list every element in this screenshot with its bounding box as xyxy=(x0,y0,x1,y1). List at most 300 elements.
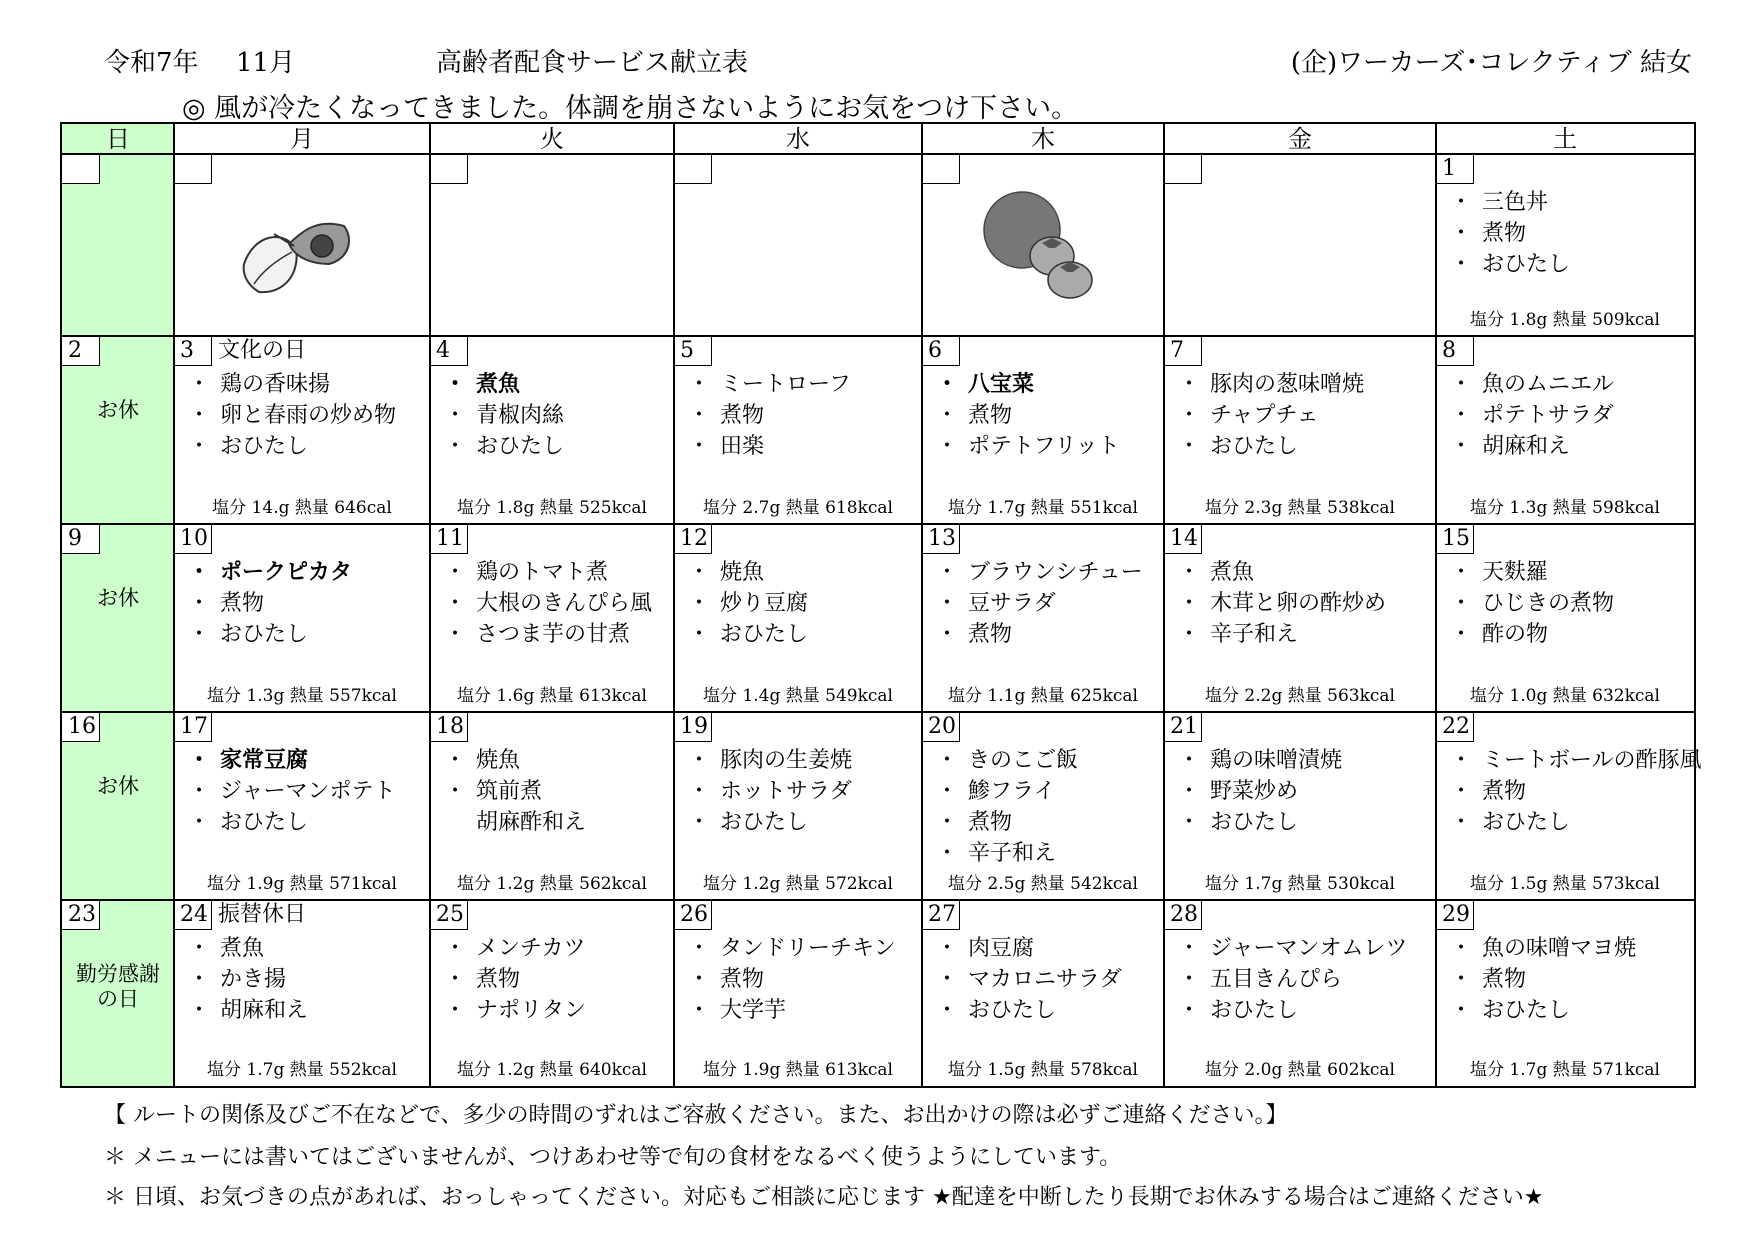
menu-item-text: かき揚 xyxy=(220,967,287,992)
day-number: 12 xyxy=(674,524,712,554)
bullet-icon: ・ xyxy=(444,591,467,616)
bullet-icon: ・ xyxy=(188,622,211,647)
day-number xyxy=(1164,154,1202,184)
day-number: 7 xyxy=(1164,336,1202,366)
day-number: 24 xyxy=(174,900,212,930)
day-number: 27 xyxy=(922,900,960,930)
day-cell xyxy=(674,712,922,900)
bullet-icon: ・ xyxy=(1450,998,1473,1023)
day-number xyxy=(62,154,100,184)
menu-item xyxy=(936,400,1120,431)
menu-item-text: 煮物 xyxy=(1482,779,1527,804)
page-title: 高齢者配食サービス献立表 xyxy=(436,48,749,78)
bullet-icon: ・ xyxy=(688,560,711,585)
menu-item xyxy=(688,745,852,776)
day-number: 25 xyxy=(430,900,468,930)
menu-item xyxy=(1450,218,1570,249)
bullet-icon: ・ xyxy=(936,372,959,397)
nutrition-info: 塩分 1.9g 熱量 613kcal xyxy=(703,1060,893,1080)
menu-item-text: チャプチェ xyxy=(1210,403,1319,428)
bullet-icon: ・ xyxy=(936,622,959,647)
bullet-icon: ・ xyxy=(688,810,711,835)
menu-items xyxy=(188,369,396,462)
menu-item xyxy=(936,995,1122,1026)
day-cell xyxy=(430,154,674,336)
menu-item xyxy=(1450,933,1636,964)
day-cell xyxy=(174,712,430,900)
menu-item xyxy=(188,995,308,1026)
day-cell xyxy=(174,524,430,712)
menu-items xyxy=(188,933,308,1026)
day-cell xyxy=(1436,712,1702,900)
day-cell xyxy=(922,712,1164,900)
closed-day-label: お休 xyxy=(97,586,139,610)
bullet-icon: ・ xyxy=(936,591,959,616)
bullet-icon: ・ xyxy=(1450,967,1473,992)
menu-item xyxy=(1178,745,1342,776)
bullet-icon: ・ xyxy=(1178,936,1201,961)
nutrition-info: 塩分 1.3g 熱量 557kcal xyxy=(207,686,397,706)
nutrition-info: 塩分 1.1g 熱量 625kcal xyxy=(948,686,1138,706)
day-number: 18 xyxy=(430,712,468,742)
day-number: 2 xyxy=(62,336,100,366)
nutrition-info: 塩分 2.2g 熱量 563kcal xyxy=(1205,686,1395,706)
bullet-icon: ・ xyxy=(936,967,959,992)
menu-item xyxy=(1178,995,1408,1026)
day-cell xyxy=(1164,712,1436,900)
grid-line xyxy=(429,124,431,1086)
nutrition-info: 塩分 1.8g 熱量 525kcal xyxy=(457,498,647,518)
weekday-header: 金 xyxy=(1288,125,1312,153)
menu-item xyxy=(444,619,652,650)
bullet-icon: ・ xyxy=(1178,779,1201,804)
menu-item-text: 三色丼 xyxy=(1482,190,1549,215)
holiday-label: 文化の日 xyxy=(218,338,307,363)
menu-item xyxy=(1450,249,1570,280)
menu-item-text: 煮魚 xyxy=(1210,560,1255,585)
menu-item xyxy=(1178,807,1342,838)
nutrition-info: 塩分 1.0g 熱量 632kcal xyxy=(1470,686,1660,706)
menu-item xyxy=(1178,431,1364,462)
bullet-icon: ・ xyxy=(1178,810,1201,835)
menu-item xyxy=(688,400,851,431)
menu-item xyxy=(936,745,1078,776)
bullet-icon: ・ xyxy=(936,403,959,428)
menu-item xyxy=(936,557,1143,588)
menu-item xyxy=(688,431,851,462)
menu-item xyxy=(1178,369,1364,400)
menu-item xyxy=(188,557,352,588)
day-number: 5 xyxy=(674,336,712,366)
bullet-icon: ・ xyxy=(688,434,711,459)
bullet-icon: ・ xyxy=(1178,372,1201,397)
menu-item xyxy=(1450,619,1614,650)
day-cell xyxy=(922,524,1164,712)
day-number xyxy=(922,154,960,184)
day-cell xyxy=(430,336,674,524)
menu-items xyxy=(688,369,851,462)
weekday-header: 木 xyxy=(1031,125,1055,153)
menu-item xyxy=(444,807,586,838)
menu-item xyxy=(1450,807,1702,838)
day-cell xyxy=(1164,336,1436,524)
grid-line xyxy=(1163,124,1165,1086)
menu-item-text: 辛子和え xyxy=(1210,622,1299,647)
day-number: 21 xyxy=(1164,712,1202,742)
footer-note-contact: ＊ 日頃、お気づきの点があれば、おっしゃってください。対応もご相談に応じます ★配達を中断したり長期でお休みする場合はご連絡ください★ xyxy=(104,1185,1544,1210)
grid-line xyxy=(62,899,1694,901)
menu-item-text: 鶏のトマト煮 xyxy=(476,560,609,585)
day-number: 6 xyxy=(922,336,960,366)
menu-item xyxy=(1450,369,1614,400)
menu-item xyxy=(444,400,564,431)
menu-item-text: 辛子和え xyxy=(968,841,1057,866)
menu-items xyxy=(936,933,1122,1026)
day-cell xyxy=(922,900,1164,1086)
day-cell xyxy=(174,900,430,1086)
menu-item xyxy=(444,588,652,619)
weekday-header: 日 xyxy=(106,125,130,153)
menu-item xyxy=(444,933,586,964)
menu-item-text: ナポリタン xyxy=(476,998,587,1023)
menu-item xyxy=(936,964,1122,995)
menu-item xyxy=(688,619,808,650)
menu-items xyxy=(1178,557,1386,650)
bullet-icon: ・ xyxy=(688,779,711,804)
menu-item-text: 家常豆腐 xyxy=(220,748,309,773)
menu-item-text: おひたし xyxy=(1482,998,1571,1023)
menu-item xyxy=(188,776,396,807)
menu-item-text: 野菜炒め xyxy=(1210,779,1299,804)
day-cell xyxy=(430,712,674,900)
bullet-icon: ・ xyxy=(688,967,711,992)
bullet-icon: ・ xyxy=(188,372,211,397)
day-cell xyxy=(1436,154,1694,336)
bullet-icon: ・ xyxy=(1178,748,1201,773)
menu-item-text: ミートローフ xyxy=(720,372,851,397)
menu-items xyxy=(936,369,1120,462)
bullet-icon: ・ xyxy=(444,622,467,647)
menu-items xyxy=(936,557,1143,650)
menu-item-text: 胡麻和え xyxy=(220,998,309,1023)
menu-item-text: 酢の物 xyxy=(1482,622,1549,647)
day-number: 3 xyxy=(174,336,212,366)
grid-line xyxy=(62,711,1694,713)
day-number: 11 xyxy=(430,524,468,554)
menu-items xyxy=(1450,187,1570,280)
bullet-icon: ・ xyxy=(444,748,467,773)
menu-items xyxy=(1178,369,1364,462)
sunday-cell xyxy=(62,712,174,900)
menu-calendar xyxy=(60,122,1702,1088)
menu-item-text: 鶏の香味揚 xyxy=(220,372,331,397)
bullet-icon: ・ xyxy=(1178,998,1201,1023)
menu-items xyxy=(444,933,586,1026)
menu-item-text: 煮物 xyxy=(968,622,1013,647)
menu-item-text: 豚肉の葱味噌焼 xyxy=(1210,372,1365,397)
menu-items xyxy=(444,745,586,838)
bullet-icon: ・ xyxy=(688,591,711,616)
day-cell xyxy=(430,900,674,1086)
menu-item xyxy=(188,807,396,838)
menu-item-text: さつま芋の甘煮 xyxy=(476,622,631,647)
menu-item xyxy=(936,369,1120,400)
bullet-icon: ・ xyxy=(936,560,959,585)
menu-item xyxy=(444,369,564,400)
menu-items xyxy=(1450,557,1614,650)
menu-item-text: おひたし xyxy=(220,810,309,835)
bullet-icon: ・ xyxy=(444,936,467,961)
day-number: 22 xyxy=(1436,712,1474,742)
menu-item-text: ポークピカタ xyxy=(220,560,353,585)
bullet-icon: ・ xyxy=(1178,403,1201,428)
day-number: 9 xyxy=(62,524,100,554)
day-cell xyxy=(1164,154,1436,336)
menu-item xyxy=(936,619,1143,650)
menu-item xyxy=(444,431,564,462)
bullet-icon: ・ xyxy=(1450,936,1473,961)
menu-item-text: 大学芋 xyxy=(720,998,787,1023)
menu-items xyxy=(1450,369,1614,462)
menu-item-text: 五目きんぴら xyxy=(1210,967,1343,992)
sunday-cell xyxy=(62,524,174,712)
day-cell xyxy=(674,336,922,524)
grid-line xyxy=(62,523,1694,525)
menu-item-text: ポテトサラダ xyxy=(1482,403,1614,428)
menu-item-text: おひたし xyxy=(1210,998,1299,1023)
menu-item xyxy=(936,431,1120,462)
menu-item xyxy=(688,369,851,400)
menu-item xyxy=(1178,588,1386,619)
menu-item-text: 胡麻酢和え xyxy=(476,810,587,835)
day-number: 8 xyxy=(1436,336,1474,366)
bullet-icon: ・ xyxy=(1450,810,1473,835)
bullet-icon: ・ xyxy=(688,748,711,773)
menu-item-text: ポテトフリット xyxy=(968,434,1120,459)
day-number: 14 xyxy=(1164,524,1202,554)
day-number: 4 xyxy=(430,336,468,366)
menu-item xyxy=(688,557,808,588)
menu-item-text: おひたし xyxy=(1210,810,1299,835)
bullet-icon: ・ xyxy=(1450,591,1473,616)
menu-item xyxy=(688,588,808,619)
menu-items xyxy=(1450,933,1636,1026)
menu-item xyxy=(936,838,1078,869)
day-cell xyxy=(674,900,922,1086)
menu-item-text: ひじきの煮物 xyxy=(1482,591,1615,616)
nutrition-info: 塩分 2.7g 熱量 618kcal xyxy=(703,498,893,518)
day-number: 26 xyxy=(674,900,712,930)
bullet-icon: ・ xyxy=(1450,372,1473,397)
menu-items xyxy=(1178,745,1342,838)
bullet-icon: ・ xyxy=(1178,560,1201,585)
bullet-icon: ・ xyxy=(688,998,711,1023)
nutrition-info: 塩分 1.2g 熱量 572kcal xyxy=(703,874,893,894)
menu-item xyxy=(1450,431,1614,462)
bullet-icon: ・ xyxy=(936,998,959,1023)
bullet-icon: ・ xyxy=(188,403,211,428)
bullet-icon: ・ xyxy=(188,967,211,992)
bullet-icon: ・ xyxy=(1450,434,1473,459)
bullet-icon: ・ xyxy=(444,434,467,459)
menu-item-text: おひたし xyxy=(220,622,309,647)
grid-line xyxy=(1435,124,1437,1086)
organization-name: (企)ワーカーズ･コレクティブ 結女 xyxy=(1290,48,1692,78)
bullet-icon: ・ xyxy=(1178,622,1201,647)
nutrition-info: 塩分 1.7g 熱量 571kcal xyxy=(1470,1060,1660,1080)
menu-item xyxy=(936,588,1143,619)
day-cell xyxy=(922,336,1164,524)
bullet-icon: ・ xyxy=(688,403,711,428)
menu-item-text: 煮物 xyxy=(968,403,1013,428)
day-number: 16 xyxy=(62,712,100,742)
menu-item xyxy=(1178,400,1364,431)
bullet-icon: ・ xyxy=(936,936,959,961)
menu-item-text: 魚の味噌マヨ焼 xyxy=(1482,936,1637,961)
day-number: 13 xyxy=(922,524,960,554)
menu-item-text: おひたし xyxy=(968,998,1057,1023)
footer-note-delivery: 【 ルートの関係及びご不在などで、多少の時間のずれはご容赦ください。また、お出かけの際は必ずご連絡ください。】 xyxy=(104,1103,1288,1128)
menu-items xyxy=(444,369,564,462)
bullet-icon: ・ xyxy=(444,998,467,1023)
day-number: 29 xyxy=(1436,900,1474,930)
bullet-icon: ・ xyxy=(444,967,467,992)
nutrition-info: 塩分 2.5g 熱量 542kcal xyxy=(948,874,1138,894)
day-cell xyxy=(174,336,430,524)
menu-item xyxy=(188,369,396,400)
menu-item-text: 卵と春雨の炒め物 xyxy=(220,403,397,428)
menu-item-text: 田楽 xyxy=(720,434,765,459)
nutrition-info: 塩分 1.5g 熱量 578kcal xyxy=(948,1060,1138,1080)
menu-item-text: ブラウンシチュー xyxy=(968,560,1143,585)
day-cell xyxy=(1164,900,1436,1086)
menu-item xyxy=(1178,557,1386,588)
menu-item xyxy=(1450,400,1614,431)
bullet-icon: ・ xyxy=(188,434,211,459)
menu-item-text: 鯵フライ xyxy=(968,779,1056,804)
bullet-icon: ・ xyxy=(936,841,959,866)
menu-item xyxy=(444,964,586,995)
menu-item-text: 煮物 xyxy=(1482,967,1527,992)
nutrition-info: 塩分 2.3g 熱量 538kcal xyxy=(1205,498,1395,518)
menu-item-text: 木茸と卵の酢炒め xyxy=(1210,591,1387,616)
menu-item xyxy=(444,745,586,776)
menu-item xyxy=(1450,964,1636,995)
holiday-label: 振替休日 xyxy=(218,902,307,927)
menu-item xyxy=(188,400,396,431)
nutrition-info: 塩分 1.5g 熱量 573kcal xyxy=(1470,874,1660,894)
menu-item xyxy=(188,431,396,462)
menu-item-text: おひたし xyxy=(720,622,809,647)
era-label: 令和7年 xyxy=(104,48,199,78)
menu-item-text: 胡麻和え xyxy=(1482,434,1571,459)
nutrition-info: 塩分 14.g 熱量 646cal xyxy=(212,498,392,518)
menu-item-text: 八宝菜 xyxy=(968,372,1035,397)
bullet-icon: ・ xyxy=(188,748,211,773)
menu-item-text: 煮魚 xyxy=(220,936,265,961)
bullet-icon: ・ xyxy=(444,403,467,428)
nutrition-info: 塩分 1.9g 熱量 571kcal xyxy=(207,874,397,894)
day-number: 15 xyxy=(1436,524,1474,554)
menu-item xyxy=(688,964,896,995)
menu-item xyxy=(1178,933,1408,964)
menu-item xyxy=(444,776,586,807)
nutrition-info: 塩分 1.7g 熱量 530kcal xyxy=(1205,874,1395,894)
day-number: 23 xyxy=(62,900,100,930)
nutrition-info: 塩分 1.7g 熱量 551kcal xyxy=(948,498,1138,518)
menu-item xyxy=(188,964,308,995)
menu-items xyxy=(188,745,396,838)
day-cell xyxy=(174,154,430,336)
bullet-icon: ・ xyxy=(1450,748,1473,773)
menu-item-text: ミートボールの酢豚風 xyxy=(1482,748,1702,773)
menu-item-text: ジャーマンオムレツ xyxy=(1210,936,1408,961)
menu-item-text: 肉豆腐 xyxy=(968,936,1035,961)
menu-item-text: 豚肉の生姜焼 xyxy=(720,748,853,773)
day-number xyxy=(430,154,468,184)
day-cell xyxy=(430,524,674,712)
grid-line xyxy=(173,124,175,1086)
bullet-icon: ・ xyxy=(1178,434,1201,459)
nutrition-info: 塩分 1.8g 熱量 509kcal xyxy=(1470,310,1660,330)
day-cell xyxy=(674,154,922,336)
bullet-icon: ・ xyxy=(444,560,467,585)
bullet-icon: ・ xyxy=(1450,403,1473,428)
menu-item xyxy=(936,807,1078,838)
nutrition-info: 塩分 1.6g 熱量 613kcal xyxy=(457,686,647,706)
month-label: 11月 xyxy=(236,48,296,78)
nutrition-info: 塩分 2.0g 熱量 602kcal xyxy=(1205,1060,1395,1080)
day-cell xyxy=(1436,900,1694,1086)
nutrition-info: 塩分 1.4g 熱量 549kcal xyxy=(703,686,893,706)
leaf-icon xyxy=(234,204,364,304)
menu-item xyxy=(444,557,652,588)
day-cell xyxy=(1436,524,1694,712)
bullet-icon: ・ xyxy=(936,810,959,835)
closed-day-label: お休 xyxy=(97,774,139,798)
bullet-icon: ・ xyxy=(1450,252,1473,277)
menu-item-text: 焼魚 xyxy=(720,560,765,585)
menu-item xyxy=(1178,964,1408,995)
menu-item xyxy=(444,995,586,1026)
menu-item-text: 天麩羅 xyxy=(1482,560,1549,585)
day-number: 20 xyxy=(922,712,960,742)
day-cell xyxy=(1164,524,1436,712)
day-number: 17 xyxy=(174,712,212,742)
day-cell xyxy=(922,154,1164,336)
bullet-icon: ・ xyxy=(1450,622,1473,647)
bullet-icon: ・ xyxy=(444,779,467,804)
weekday-header: 火 xyxy=(540,125,564,153)
menu-item xyxy=(188,933,308,964)
nutrition-info: 塩分 1.2g 熱量 562kcal xyxy=(457,874,647,894)
seasonal-message: ◎ 風が冷たくなってきました。体調を崩さないようにお気をつけ下さい。 xyxy=(182,93,1079,124)
menu-item xyxy=(1450,557,1614,588)
menu-item-text: ジャーマンポテト xyxy=(220,779,396,804)
grid-line xyxy=(921,124,923,1086)
day-cell xyxy=(674,524,922,712)
menu-items xyxy=(1178,933,1408,1026)
menu-item xyxy=(1178,619,1386,650)
menu-items xyxy=(936,745,1078,869)
menu-items xyxy=(444,557,652,650)
menu-item-text: おひたし xyxy=(1482,810,1571,835)
menu-items xyxy=(1450,745,1702,838)
bullet-icon: ・ xyxy=(1450,779,1473,804)
menu-items xyxy=(688,745,852,838)
menu-item-text: 煮魚 xyxy=(476,372,521,397)
menu-item xyxy=(1178,776,1342,807)
